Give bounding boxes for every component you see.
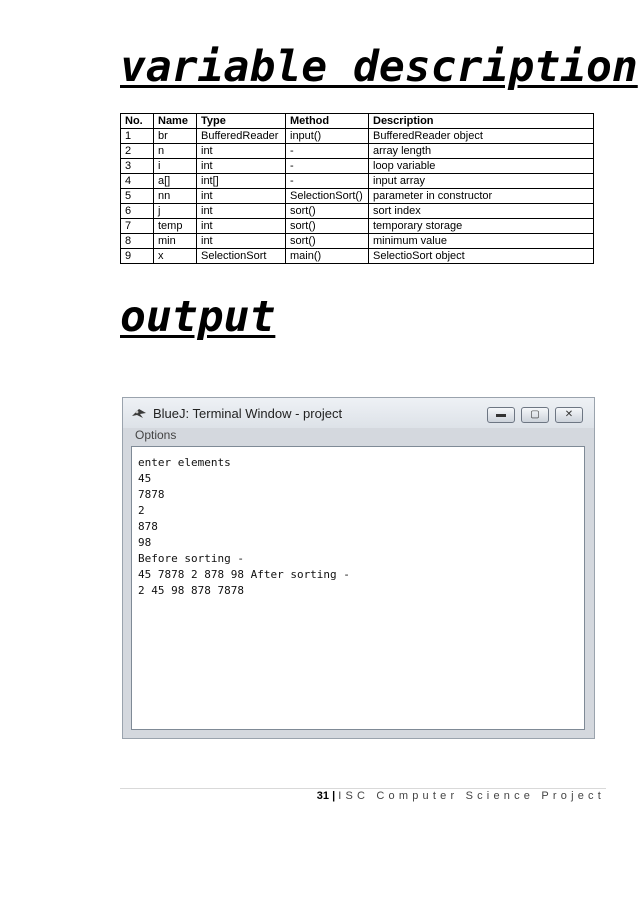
cell-no: 9 (121, 249, 154, 264)
cell-no: 4 (121, 174, 154, 189)
cell-description: minimum value (369, 234, 594, 249)
table-row (121, 234, 594, 249)
cell-name: nn (154, 189, 197, 204)
cell-name: temp (154, 219, 197, 234)
cell-name: j (154, 204, 197, 219)
footer-divider (120, 788, 606, 789)
cell-method: - (286, 159, 369, 174)
column-header-description: Description (369, 114, 594, 129)
maximize-icon: ▢ (530, 409, 540, 420)
cell-description: array length (369, 144, 594, 159)
cell-method: - (286, 174, 369, 189)
cell-description: temporary storage (369, 219, 594, 234)
table-row (121, 144, 594, 159)
variable-table (120, 113, 594, 264)
table-body (121, 129, 594, 264)
output-line: 2 (138, 504, 145, 517)
cell-description: SelectioSort object (369, 249, 594, 264)
cell-description: input array (369, 174, 594, 189)
cell-no: 5 (121, 189, 154, 204)
page-number: 31 (316, 790, 330, 802)
terminal-window (122, 397, 595, 739)
cell-description: loop variable (369, 159, 594, 174)
cell-method: sort() (286, 204, 369, 219)
cell-name: n (154, 144, 197, 159)
cell-type: int (197, 204, 286, 219)
table-row (121, 204, 594, 219)
cell-name: min (154, 234, 197, 249)
output-lines (138, 455, 350, 599)
cell-no: 2 (121, 144, 154, 159)
minimize-icon: ▬ (496, 409, 506, 420)
project-title: ISC Computer Science Project (338, 790, 605, 802)
cell-no: 6 (121, 204, 154, 219)
cell-method: main() (286, 249, 369, 264)
table-row (121, 249, 594, 264)
cell-name: a[] (154, 174, 197, 189)
table-header-row (121, 114, 594, 129)
cell-no: 3 (121, 159, 154, 174)
cell-no: 8 (121, 234, 154, 249)
output-line: 878 (138, 520, 158, 533)
output-line: 45 7878 2 878 98 After sorting - (138, 568, 350, 581)
cell-type: int[] (197, 174, 286, 189)
cell-method: input() (286, 129, 369, 144)
footer-separator: | (332, 790, 336, 802)
cell-type: int (197, 159, 286, 174)
cell-method: sort() (286, 234, 369, 249)
output-line: 7878 (138, 488, 165, 501)
column-header-method: Method (286, 114, 369, 129)
cell-description: sort index (369, 204, 594, 219)
cell-name: x (154, 249, 197, 264)
output-line: 45 (138, 472, 152, 485)
table-row (121, 159, 594, 174)
cell-method: sort() (286, 219, 369, 234)
close-icon: ✕ (564, 409, 574, 420)
cell-type: int (197, 189, 286, 204)
section-heading-variable-description: variable description (120, 42, 638, 92)
column-header-no: No. (121, 114, 154, 129)
cell-description: parameter in constructor (369, 189, 594, 204)
cell-type: int (197, 234, 286, 249)
cell-name: br (154, 129, 197, 144)
cell-method: - (286, 144, 369, 159)
menu-bar (123, 428, 594, 444)
maximize-button[interactable] (521, 407, 549, 423)
cell-name: i (154, 159, 197, 174)
output-line: enter elements (138, 456, 231, 469)
cell-type: SelectionSort (197, 249, 286, 264)
page-footer (317, 790, 605, 802)
table-row (121, 174, 594, 189)
terminal-output-area[interactable] (131, 446, 585, 730)
cell-description: BufferedReader object (369, 129, 594, 144)
title-bar[interactable] (123, 398, 594, 428)
minimize-button[interactable] (487, 407, 515, 423)
column-header-name: Name (154, 114, 197, 129)
table-row (121, 189, 594, 204)
cell-type: int (197, 144, 286, 159)
section-heading-output: output (120, 292, 276, 342)
output-line: 98 (138, 536, 152, 549)
cell-type: int (197, 219, 286, 234)
cell-type: BufferedReader (197, 129, 286, 144)
close-button[interactable] (555, 407, 583, 423)
output-line: Before sorting - (138, 552, 244, 565)
cell-no: 7 (121, 219, 154, 234)
output-line: 2 45 98 878 7878 (138, 584, 244, 597)
bluej-app-icon (131, 406, 147, 420)
column-header-type: Type (197, 114, 286, 129)
window-title: BlueJ: Terminal Window - project (153, 406, 343, 421)
cell-method: SelectionSort() (286, 189, 369, 204)
cell-no: 1 (121, 129, 154, 144)
table-row (121, 219, 594, 234)
table-row (121, 129, 594, 144)
menu-options[interactable]: Options (135, 428, 177, 442)
